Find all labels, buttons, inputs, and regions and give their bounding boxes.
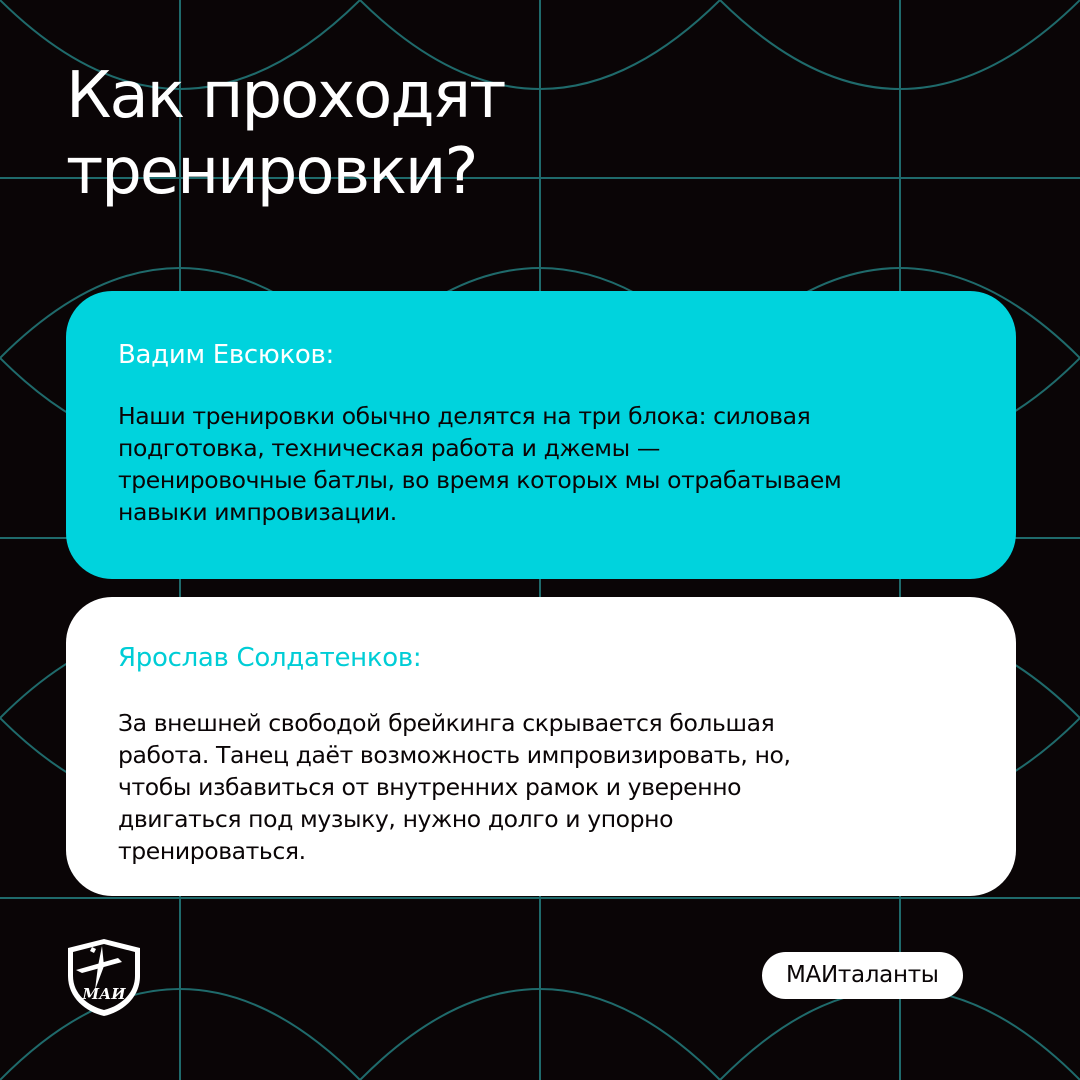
quote-text: Наши тренировки обычно делятся на три блока: силовая подготовка, техническая работа и джемы — тренировочные батлы, во время которых мы отрабатываем навыки импровизации. bbox=[118, 402, 842, 526]
mai-shield-logo-icon bbox=[62, 936, 146, 1018]
page-title: Как проходят тренировки? bbox=[66, 59, 505, 209]
speaker-name: Вадим Евсюков: bbox=[118, 340, 334, 370]
speaker-name: Ярослав Солдатенков: bbox=[118, 643, 422, 673]
quote-text: За внешней свободой брейкинга скрывается большая работа. Танец даёт возможность импровизировать, но, чтобы избавиться от внутренних рамок и уверенно двигаться под музыку, нужно долго и упорно тренироваться. bbox=[118, 709, 791, 865]
hashtag-label: МАИталанты bbox=[762, 952, 963, 999]
quote-card-vadim bbox=[66, 291, 1016, 579]
quote-card-yaroslav bbox=[66, 597, 1016, 896]
logo-text: МАИ bbox=[82, 985, 126, 1003]
